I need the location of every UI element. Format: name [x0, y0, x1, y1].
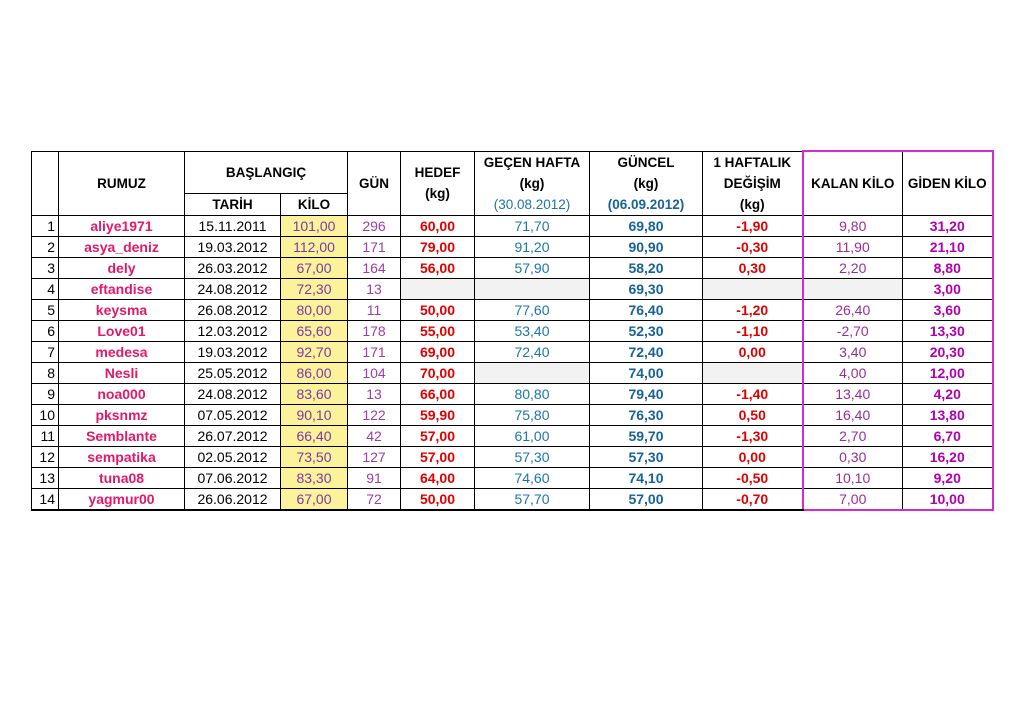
cell-giden: 9,20: [903, 467, 993, 488]
header-guncel-date: (06.09.2012): [607, 196, 685, 212]
cell-rumuz: keysma: [59, 299, 185, 320]
cell-no: 11: [32, 425, 59, 446]
cell-gun: 11: [348, 299, 401, 320]
header-hedef-line1: HEDEF: [414, 165, 461, 180]
cell-no: 6: [32, 320, 59, 341]
cell-kilo: 92,70: [281, 341, 348, 362]
header-guncel-line1: GÜNCEL: [617, 154, 675, 170]
cell-kalan: 16,40: [803, 404, 903, 425]
header-hedef: [401, 151, 475, 215]
cell-degisim: -1,40: [703, 383, 803, 404]
cell-degisim: -1,20: [703, 299, 803, 320]
cell-no: 14: [32, 488, 59, 510]
cell-hedef: 56,00: [401, 257, 475, 278]
cell-rumuz: yagmur00: [59, 488, 185, 510]
cell-rumuz: asya_deniz: [59, 236, 185, 257]
cell-rumuz: dely: [59, 257, 185, 278]
cell-kilo: 80,00: [281, 299, 348, 320]
cell-giden: 3,60: [903, 299, 993, 320]
cell-guncel: 74,00: [590, 362, 703, 383]
header-degisim-line3: (kg): [739, 196, 765, 212]
cell-kalan: 3,40: [803, 341, 903, 362]
cell-degisim: 0,00: [703, 446, 803, 467]
cell-degisim: -0,70: [703, 488, 803, 510]
cell-rumuz: pksnmz: [59, 404, 185, 425]
cell-hedef: 57,00: [401, 425, 475, 446]
cell-gun: 91: [348, 467, 401, 488]
cell-gun: 13: [348, 383, 401, 404]
cell-guncel: 59,70: [590, 425, 703, 446]
cell-gun: 171: [348, 341, 401, 362]
table-row: [32, 341, 993, 362]
cell-degisim: [703, 362, 803, 383]
header-row-number: [32, 151, 59, 215]
header-guncel-line2: (kg): [633, 175, 659, 191]
cell-tarih: 24.08.2012: [185, 383, 281, 404]
cell-tarih: 07.05.2012: [185, 404, 281, 425]
table-body: [32, 215, 993, 510]
cell-giden: 20,30: [903, 341, 993, 362]
cell-no: 5: [32, 299, 59, 320]
cell-hedef: 50,00: [401, 488, 475, 510]
cell-gecen: 57,70: [475, 488, 590, 510]
cell-kalan: 9,80: [803, 215, 903, 236]
cell-tarih: 19.03.2012: [185, 236, 281, 257]
table-row: [32, 299, 993, 320]
header-guncel: [590, 151, 703, 215]
cell-gecen: 57,90: [475, 257, 590, 278]
cell-kalan: -2,70: [803, 320, 903, 341]
cell-gecen: 72,40: [475, 341, 590, 362]
cell-gecen: [475, 278, 590, 299]
header-gecen-line1: GEÇEN HAFTA: [483, 154, 581, 170]
cell-kilo: 66,40: [281, 425, 348, 446]
cell-rumuz: noa000: [59, 383, 185, 404]
cell-gecen: [475, 362, 590, 383]
header-gecen-date: (30.08.2012): [493, 196, 571, 212]
header-kalan-kilo: KALAN KİLO: [803, 151, 903, 215]
cell-kalan: [803, 278, 903, 299]
cell-giden: 16,20: [903, 446, 993, 467]
cell-rumuz: Nesli: [59, 362, 185, 383]
cell-kilo: 83,60: [281, 383, 348, 404]
cell-giden: 12,00: [903, 362, 993, 383]
cell-degisim: -1,90: [703, 215, 803, 236]
cell-gun: 72: [348, 488, 401, 510]
cell-tarih: 25.05.2012: [185, 362, 281, 383]
cell-no: 2: [32, 236, 59, 257]
cell-kilo: 90,10: [281, 404, 348, 425]
cell-gun: 164: [348, 257, 401, 278]
cell-kilo: 67,00: [281, 257, 348, 278]
cell-guncel: 52,30: [590, 320, 703, 341]
cell-kilo: 112,00: [281, 236, 348, 257]
header-giden-kilo: GİDEN KİLO: [903, 151, 993, 215]
cell-degisim: 0,50: [703, 404, 803, 425]
cell-hedef: 59,90: [401, 404, 475, 425]
cell-hedef: 64,00: [401, 467, 475, 488]
cell-no: 8: [32, 362, 59, 383]
header-kilo: KİLO: [281, 193, 348, 215]
table-header: [32, 151, 993, 215]
cell-giden: 10,00: [903, 488, 993, 510]
cell-gun: 122: [348, 404, 401, 425]
cell-guncel: 69,80: [590, 215, 703, 236]
table-row: [32, 446, 993, 467]
cell-degisim: -1,30: [703, 425, 803, 446]
cell-gecen: 57,30: [475, 446, 590, 467]
cell-hedef: 55,00: [401, 320, 475, 341]
cell-kilo: 67,00: [281, 488, 348, 510]
cell-giden: 13,30: [903, 320, 993, 341]
cell-giden: 31,20: [903, 215, 993, 236]
header-degisim-line2: DEĞİŞİM: [723, 175, 781, 191]
cell-kalan: 26,40: [803, 299, 903, 320]
cell-guncel: 79,40: [590, 383, 703, 404]
cell-hedef: 79,00: [401, 236, 475, 257]
cell-giden: 8,80: [903, 257, 993, 278]
cell-kalan: 0,30: [803, 446, 903, 467]
cell-no: 4: [32, 278, 59, 299]
header-baslangic: BAŞLANGIÇ: [185, 151, 348, 193]
cell-hedef: 57,00: [401, 446, 475, 467]
cell-tarih: 12.03.2012: [185, 320, 281, 341]
table-row: [32, 236, 993, 257]
cell-guncel: 72,40: [590, 341, 703, 362]
cell-tarih: 15.11.2011: [185, 215, 281, 236]
cell-guncel: 76,40: [590, 299, 703, 320]
cell-rumuz: Semblante: [59, 425, 185, 446]
cell-no: 3: [32, 257, 59, 278]
cell-guncel: 58,20: [590, 257, 703, 278]
cell-gecen: 77,60: [475, 299, 590, 320]
cell-degisim: [703, 278, 803, 299]
table-row: [32, 425, 993, 446]
cell-gun: 127: [348, 446, 401, 467]
cell-guncel: 90,90: [590, 236, 703, 257]
cell-gun: 171: [348, 236, 401, 257]
cell-gecen: 61,00: [475, 425, 590, 446]
header-gun: GÜN: [348, 151, 401, 215]
cell-gecen: 74,60: [475, 467, 590, 488]
cell-kalan: 4,00: [803, 362, 903, 383]
table-row: [32, 383, 993, 404]
cell-kilo: 72,30: [281, 278, 348, 299]
cell-hedef: [401, 278, 475, 299]
cell-kilo: 86,00: [281, 362, 348, 383]
cell-gun: 13: [348, 278, 401, 299]
cell-gun: 104: [348, 362, 401, 383]
header-degisim-line1: 1 HAFTALIK: [713, 154, 792, 170]
cell-kilo: 83,30: [281, 467, 348, 488]
cell-guncel: 57,30: [590, 446, 703, 467]
table-row: [32, 257, 993, 278]
cell-rumuz: aliye1971: [59, 215, 185, 236]
cell-tarih: 24.08.2012: [185, 278, 281, 299]
cell-tarih: 07.06.2012: [185, 467, 281, 488]
cell-giden: 3,00: [903, 278, 993, 299]
cell-hedef: 69,00: [401, 341, 475, 362]
header-degisim: [703, 151, 803, 215]
header-gecen-hafta: [475, 151, 590, 215]
cell-gecen: 71,70: [475, 215, 590, 236]
cell-guncel: 76,30: [590, 404, 703, 425]
cell-guncel: 74,10: [590, 467, 703, 488]
cell-rumuz: Love01: [59, 320, 185, 341]
cell-rumuz: medesa: [59, 341, 185, 362]
cell-kalan: 10,10: [803, 467, 903, 488]
cell-hedef: 50,00: [401, 299, 475, 320]
cell-gun: 296: [348, 215, 401, 236]
cell-gecen: 80,80: [475, 383, 590, 404]
cell-degisim: -0,50: [703, 467, 803, 488]
cell-no: 12: [32, 446, 59, 467]
cell-gecen: 91,20: [475, 236, 590, 257]
table-row: [32, 320, 993, 341]
cell-degisim: 0,00: [703, 341, 803, 362]
cell-kilo: 73,50: [281, 446, 348, 467]
cell-gecen: 53,40: [475, 320, 590, 341]
cell-no: 13: [32, 467, 59, 488]
table-row: [32, 404, 993, 425]
cell-degisim: 0,30: [703, 257, 803, 278]
cell-kalan: 2,70: [803, 425, 903, 446]
cell-rumuz: eftandise: [59, 278, 185, 299]
table-row: [32, 278, 993, 299]
cell-kilo: 65,60: [281, 320, 348, 341]
cell-giden: 13,80: [903, 404, 993, 425]
cell-guncel: 57,00: [590, 488, 703, 510]
cell-tarih: 26.07.2012: [185, 425, 281, 446]
table-row: [32, 488, 993, 510]
cell-kilo: 101,00: [281, 215, 348, 236]
cell-gun: 178: [348, 320, 401, 341]
cell-hedef: 66,00: [401, 383, 475, 404]
cell-tarih: 19.03.2012: [185, 341, 281, 362]
cell-tarih: 02.05.2012: [185, 446, 281, 467]
table-row: [32, 467, 993, 488]
cell-tarih: 26.08.2012: [185, 299, 281, 320]
cell-guncel: 69,30: [590, 278, 703, 299]
cell-kalan: 11,90: [803, 236, 903, 257]
cell-rumuz: sempatika: [59, 446, 185, 467]
cell-hedef: 60,00: [401, 215, 475, 236]
cell-no: 1: [32, 215, 59, 236]
cell-degisim: -1,10: [703, 320, 803, 341]
weight-tracking-table: [31, 150, 994, 511]
header-hedef-line2: (kg): [425, 186, 450, 201]
header-gecen-line2: (kg): [519, 175, 545, 191]
cell-giden: 4,20: [903, 383, 993, 404]
table-row: [32, 215, 993, 236]
cell-degisim: -0,30: [703, 236, 803, 257]
header-rumuz: RUMUZ: [59, 151, 185, 215]
cell-giden: 6,70: [903, 425, 993, 446]
cell-gun: 42: [348, 425, 401, 446]
cell-giden: 21,10: [903, 236, 993, 257]
cell-no: 7: [32, 341, 59, 362]
cell-no: 9: [32, 383, 59, 404]
cell-hedef: 70,00: [401, 362, 475, 383]
cell-kalan: 2,20: [803, 257, 903, 278]
cell-gecen: 75,80: [475, 404, 590, 425]
cell-kalan: 13,40: [803, 383, 903, 404]
cell-tarih: 26.06.2012: [185, 488, 281, 510]
header-tarih: TARİH: [185, 193, 281, 215]
cell-kalan: 7,00: [803, 488, 903, 510]
cell-tarih: 26.03.2012: [185, 257, 281, 278]
table-row: [32, 362, 993, 383]
cell-no: 10: [32, 404, 59, 425]
cell-rumuz: tuna08: [59, 467, 185, 488]
